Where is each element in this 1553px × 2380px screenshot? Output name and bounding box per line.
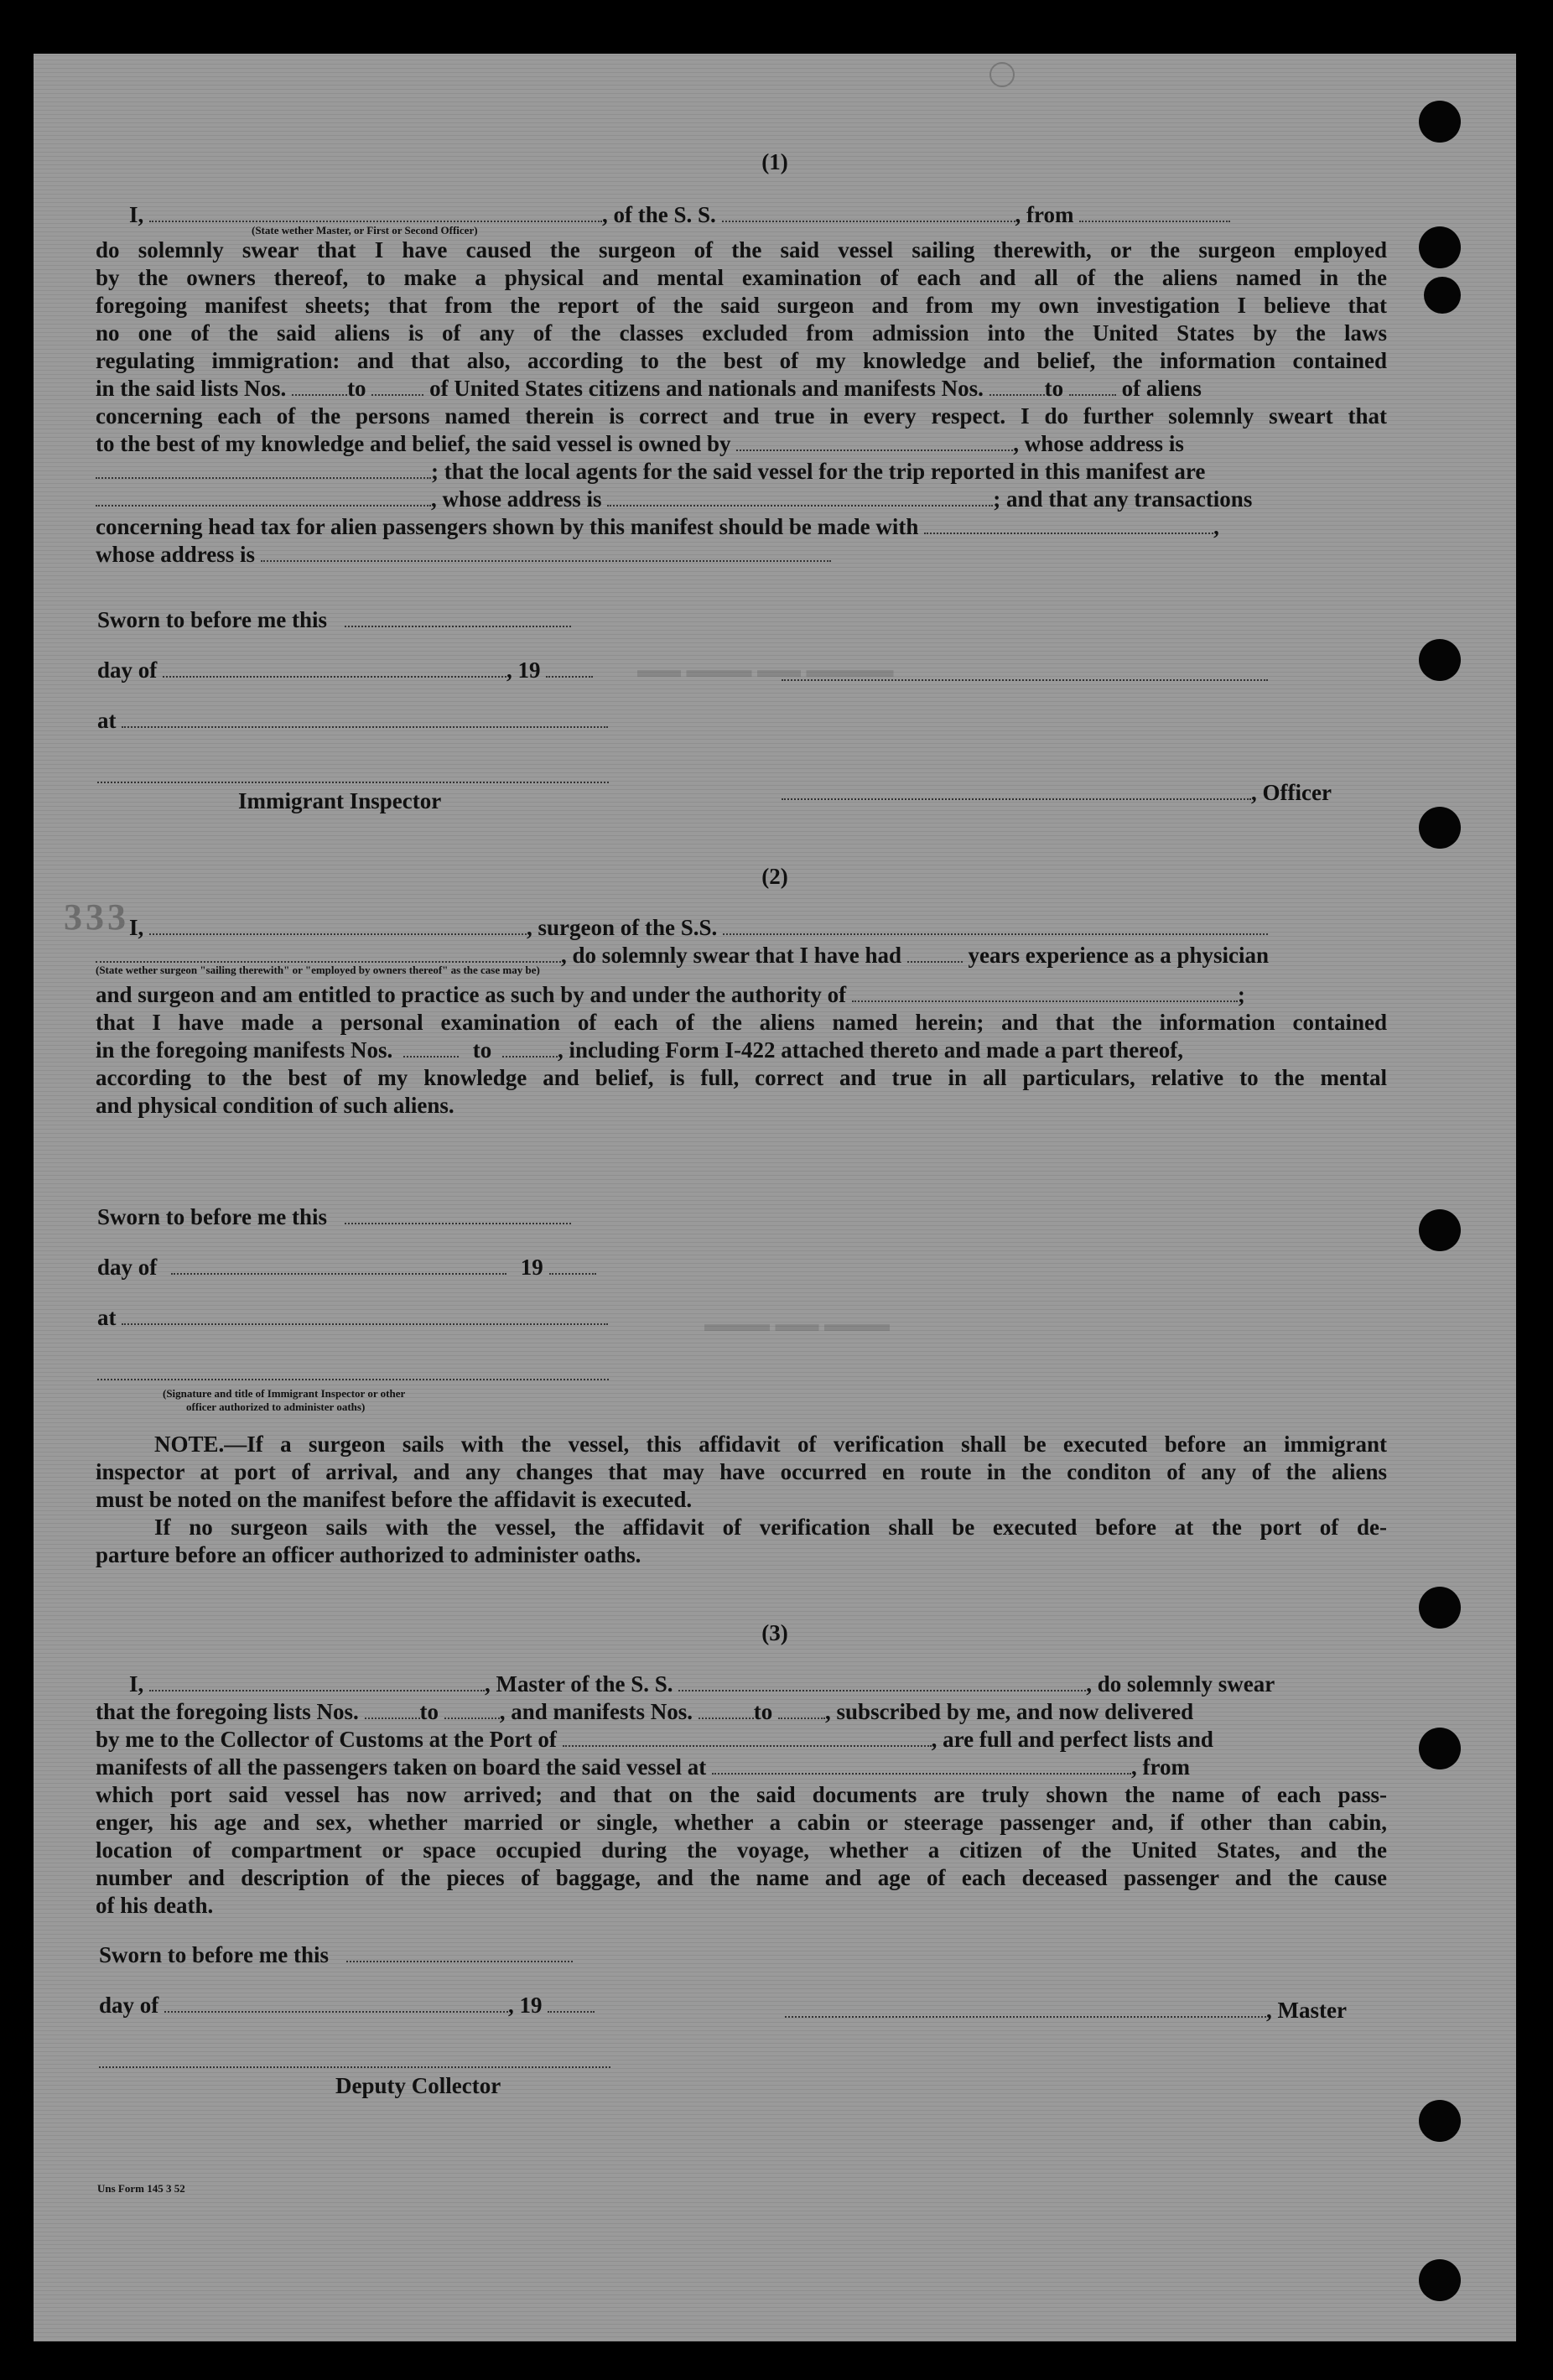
text: in the said lists Nos. [96, 376, 287, 401]
collector-signature-line[interactable] [99, 2065, 610, 2068]
text: years experience as a physician [968, 943, 1270, 968]
stamp-number: 333 [64, 896, 129, 938]
note-line: NOTE.—If a surgeon sails with the vessel, this affidavit of verification shall be executed before an immigrant [154, 1432, 1387, 1457]
text: 19 [520, 1255, 543, 1280]
binder-hole [1419, 2259, 1461, 2301]
text: ; that the local agents for the said vessel for the trip reported in this manifest are [431, 459, 1206, 484]
text: , Officer [1251, 780, 1332, 805]
day-label [99, 1993, 595, 2019]
surgeon-name-field[interactable] [149, 918, 527, 935]
text: day of [99, 1993, 159, 2018]
text: by me to the Collector of Customs at the Port of [96, 1727, 557, 1752]
collector-label: Deputy Collector [335, 2073, 501, 2098]
section-1-line-7 [96, 375, 1387, 403]
section-3-line-3 [96, 1726, 1387, 1754]
section-3-line: number and description of the pieces of baggage, and the name and age of each deceased passenger and the cause [96, 1865, 1387, 1890]
section-3-line-1 [96, 1671, 1387, 1698]
section-1-line: foregoing manifest sheets; that from the report of the said surgeon and from my own investigation I believe that [96, 293, 1387, 318]
master-signature [785, 1998, 1347, 2024]
officer-signature [782, 780, 1332, 806]
text: Sworn to before me this [97, 1204, 327, 1229]
day-field[interactable] [171, 1258, 506, 1275]
head-tax-address-field[interactable] [261, 545, 831, 562]
year-field[interactable] [549, 1258, 596, 1275]
vessel-field[interactable] [722, 205, 1015, 222]
sworn-date-field[interactable] [345, 1208, 571, 1224]
section-1-line-11 [96, 486, 1387, 513]
section-3-number: (3) [761, 1620, 788, 1645]
text: Sworn to before me this [97, 607, 327, 632]
at-label [97, 708, 608, 734]
section-1-line: do solemnly swear that I have caused the surgeon of the said vessel sailing therewith, or the surgeon employed [96, 237, 1387, 262]
section-2-line-3 [96, 981, 1387, 1009]
place-field[interactable] [122, 1308, 608, 1325]
name-field[interactable] [149, 205, 602, 222]
authority-field[interactable] [852, 985, 1238, 1002]
place-field[interactable] [122, 711, 608, 728]
section-2-line-6: according to the best of my knowledge and belief, is full, correct and true in all particulars, relative to the mental [96, 1065, 1387, 1090]
binder-hole [1419, 1728, 1461, 1769]
owner-address-field[interactable] [96, 462, 431, 479]
note-line: If no surgeon sails with the vessel, the affidavit of verification shall be executed before at the port of de- [154, 1515, 1387, 1540]
text: at [97, 1305, 117, 1330]
section-2-line-7: and physical condition of such aliens. [96, 1093, 454, 1118]
section-1-line-10 [96, 458, 1387, 486]
lists-to-field[interactable] [371, 379, 423, 396]
section-2-line-5 [96, 1037, 1387, 1064]
text: , whose address is [1013, 431, 1184, 456]
text: , from [1131, 1754, 1190, 1780]
inspector-signature-line[interactable] [97, 780, 609, 783]
sworn-date-field[interactable] [346, 1946, 573, 1962]
section-3-line-9: of his death. [96, 1893, 214, 1918]
section-3-line: location of compartment or space occupied during the voyage, whether a citizen of the United States, and the [96, 1837, 1387, 1863]
manifest-to-field[interactable] [502, 1041, 558, 1057]
port-field[interactable] [563, 1730, 932, 1747]
manifests-to-field[interactable] [778, 1702, 825, 1719]
inspector-label: Immigrant Inspector [238, 788, 442, 813]
section-2-line-1 [96, 914, 1387, 942]
year-field[interactable] [546, 661, 593, 678]
text: of aliens [1121, 376, 1202, 401]
text: to [347, 376, 366, 401]
surgeon-vessel-field[interactable] [723, 918, 1268, 935]
text: manifests of all the passengers taken on board the said vessel at [96, 1754, 707, 1780]
note-line: must be noted on the manifest before the affidavit is executed. [96, 1487, 693, 1512]
master-name-field[interactable] [149, 1675, 485, 1691]
text: whose address is [96, 542, 256, 567]
text: Sworn to before me this [99, 1942, 329, 1967]
binder-hole [1419, 101, 1461, 143]
text: , 19 [506, 657, 541, 683]
surgeon-type-field[interactable] [96, 946, 561, 963]
agents-address-field[interactable] [607, 490, 993, 507]
text: ; and that any transactions [993, 486, 1253, 512]
signature-note: officer authorized to administer oaths) [186, 1400, 366, 1413]
text: , do solemnly swear [1086, 1671, 1275, 1697]
bleed-through-text: ▬▬▬ ▬▬ ▬▬▬ [704, 1312, 890, 1336]
section-3 [96, 1671, 1387, 1920]
text: to [472, 1037, 492, 1063]
text: , whose address is [431, 486, 602, 512]
sworn-date-field[interactable] [345, 611, 571, 627]
section-2-note: (State wether surgeon "sailing therewith" or "employed by owners thereof" as the case may be) [96, 964, 540, 976]
corner-mark [989, 62, 1015, 87]
text: of United States citizens and nationals and manifests Nos. [429, 376, 984, 401]
note-line: inspector at port of arrival, and any changes that may have occurred en route in the conditon of any of the aliens [96, 1459, 1387, 1484]
text: ; [1237, 982, 1245, 1007]
manifest-from-field[interactable] [403, 1041, 459, 1057]
text: and surgeon and am entitled to practice as such by and under the authority of [96, 982, 847, 1007]
day-label [97, 657, 593, 683]
sworn-label [97, 1204, 571, 1230]
text: , including Form I-422 attached thereto and made a part thereof, [558, 1037, 1183, 1063]
section-1-line-9 [96, 430, 1387, 458]
section-1-note: (State wether Master, or First or Second Officer) [252, 224, 478, 236]
text: I, [129, 915, 144, 940]
agents-field[interactable] [96, 490, 431, 507]
section-1-line-13 [96, 541, 1387, 569]
text: , from [1015, 202, 1074, 227]
officer-signature-line[interactable] [782, 783, 1251, 800]
text: , do solemnly swear that I have had [561, 943, 902, 968]
bleed-through-text: ▬▬ ▬▬▬ ▬▬ ▬▬▬▬ [637, 657, 894, 682]
lists-from-field[interactable] [292, 379, 347, 396]
text: to [419, 1699, 439, 1724]
years-field[interactable] [907, 946, 963, 963]
from-field[interactable] [1079, 205, 1230, 222]
master-signature-line[interactable] [785, 2001, 1266, 2018]
section-1 [96, 201, 1387, 569]
text: concerning head tax for alien passengers shown by this manifest should be made with [96, 514, 919, 539]
section-3-line: enger, his age and sex, whether married or single, whether a cabin or steerage passenger and, if other than cabin, [96, 1810, 1387, 1835]
binder-hole [1419, 226, 1461, 268]
binder-hole [1419, 1209, 1461, 1251]
master-vessel-field[interactable] [678, 1675, 1086, 1691]
manifests-from-field[interactable] [699, 1702, 754, 1719]
text: I, [129, 202, 144, 227]
section-1-line: by the owners thereof, to make a physical and mental examination of each and all of the aliens named in the [96, 265, 1387, 290]
section-2-line-4: that I have made a personal examination of each of the aliens named herein; and that the information contained [96, 1010, 1387, 1035]
text: to the best of my knowledge and belief, the said vessel is owned by [96, 431, 731, 456]
text: , are full and perfect lists and [931, 1727, 1213, 1752]
binder-hole [1424, 277, 1461, 314]
text: day of [97, 1255, 158, 1280]
section-1-number: (1) [761, 149, 788, 174]
sworn-label [99, 1942, 573, 1968]
text: , [1213, 514, 1219, 539]
text: day of [97, 657, 158, 683]
signature-note: (Signature and title of Immigrant Inspector or other [163, 1387, 406, 1400]
text: , subscribed by me, and now delivered [825, 1699, 1194, 1724]
day-field[interactable] [164, 1996, 508, 2013]
manifests-to-field[interactable] [1069, 379, 1116, 396]
section-1-line: regulating immigration: and that also, according to the best of my knowledge and belief, the information contained [96, 348, 1387, 373]
text: at [97, 708, 117, 733]
section-3-line-4 [96, 1754, 1387, 1781]
section-1-line-12 [96, 513, 1387, 541]
form-number: Uns Form 145 3 52 [97, 2182, 185, 2195]
year-field[interactable] [548, 1996, 595, 2013]
day-field[interactable] [163, 661, 506, 678]
section-2 [96, 914, 1387, 1120]
embark-port-field[interactable] [712, 1758, 1131, 1775]
text: , and manifests Nos. [499, 1699, 693, 1724]
text: in the foregoing manifests Nos. [96, 1037, 393, 1063]
binder-hole [1419, 2100, 1461, 2142]
section-3-line-2 [96, 1698, 1387, 1726]
officer-extra-line[interactable] [782, 678, 1268, 681]
owner-field[interactable] [736, 434, 1013, 451]
binder-hole [1419, 639, 1461, 681]
note-line: parture before an officer authorized to administer oaths. [96, 1542, 641, 1567]
text: that the foregoing lists Nos. [96, 1699, 359, 1724]
at-label [97, 1305, 608, 1331]
text: , of the S. S. [602, 202, 716, 227]
day-label [97, 1255, 596, 1281]
text: , Master of the S. S. [485, 1671, 673, 1697]
text: to [753, 1699, 773, 1724]
section-1-line: no one of the said aliens is of any of the classes excluded from admission into the United States by the laws [96, 320, 1387, 346]
head-tax-field[interactable] [924, 517, 1213, 534]
text: I, [129, 1671, 144, 1697]
lists-to-field[interactable] [444, 1702, 500, 1719]
section-2-number: (2) [761, 864, 788, 889]
inspector-signature-line[interactable] [97, 1377, 609, 1380]
sworn-label [97, 607, 571, 633]
binder-hole [1419, 807, 1461, 849]
section-1-line-8: concerning each of the persons named therein is correct and true in every respect. I do further solemnly sweart that [96, 403, 1387, 429]
text: to [1044, 376, 1064, 401]
note-block [96, 1431, 1387, 1569]
section-3-line: which port said vessel has now arrived; and that on the said documents are truly shown the name of each pass- [96, 1782, 1387, 1807]
manifests-from-field[interactable] [989, 379, 1045, 396]
text: , Master [1266, 1998, 1347, 2023]
document-page [34, 54, 1516, 2341]
text: , 19 [508, 1993, 543, 2018]
lists-from-field[interactable] [365, 1702, 420, 1719]
text: , surgeon of the S.S. [527, 915, 718, 940]
